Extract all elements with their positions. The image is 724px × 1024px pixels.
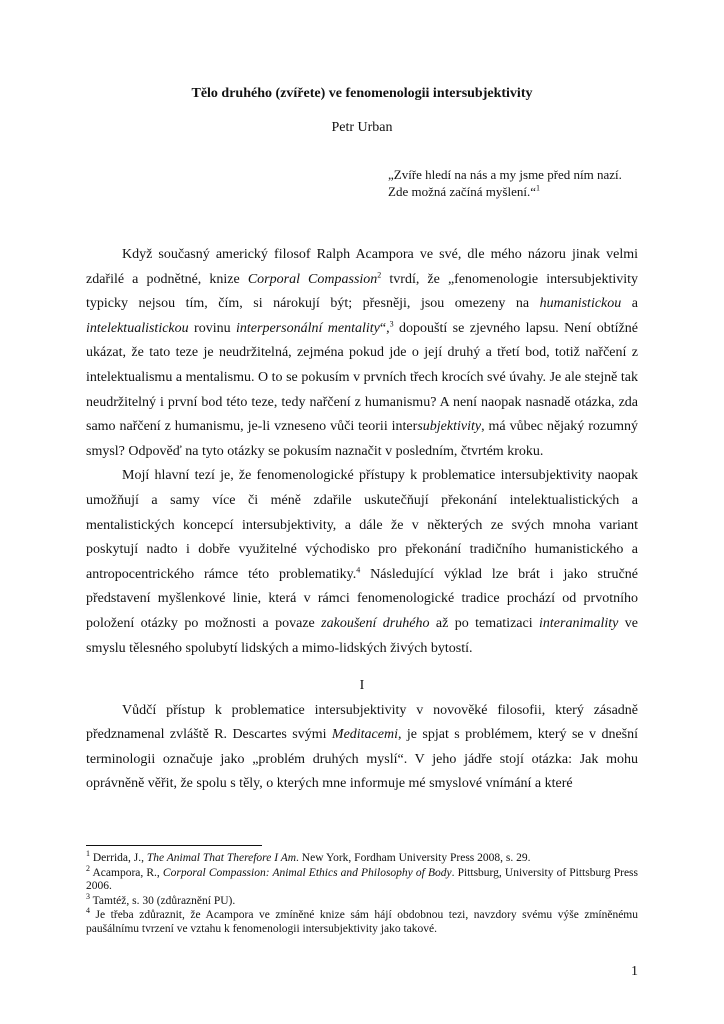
p1-emph-mentality: interpersonální mentality <box>236 320 380 336</box>
p2-text-d: až po tematizaci <box>429 615 540 631</box>
p2-text-f: ve smyslu tělesného spolubytí lidských a mimo-lidských živých bytostí. <box>86 615 638 656</box>
p1-text-g: rovinu <box>188 320 237 336</box>
footnote-4 <box>86 906 638 936</box>
p1-emph-subjectivity: subjektivity <box>417 419 482 435</box>
footnote-ref-4: 4 <box>356 565 361 575</box>
footnote-1-number: 1 <box>86 849 90 859</box>
p2-text-a: Mojí hlavní tezí je, že fenomenologické přístupy k problematice intersubjektivity naopak umožňují a samy více či méně zdařile uskutečňují překonání intelektualistických a mentalistických koncepcí intersubjektivity, a dále že v některých ze svých mnoha variant poskytují nadto i dobře využitelné východisko pro překonání tradičního humanistického a antropocentrického rámce této problematiky. <box>86 468 638 582</box>
footnote-4-number: 4 <box>86 906 90 916</box>
p1-text-e: a <box>621 296 638 312</box>
p2-emph-experience: zakoušení druhého <box>321 615 430 631</box>
page-number: 1 <box>631 964 638 979</box>
footnote-3-text: Tamtéž, s. 30 (zdůraznění PU). <box>90 894 236 907</box>
p3-text-a: Vůdčí přístup k problematice intersubjektivity v novověké filosofii, který zásadně předznamenal zvláště R. Descartes svými <box>86 702 638 743</box>
footnote-1 <box>86 849 638 866</box>
footnotes <box>86 849 638 937</box>
footnote-2-title: Corporal Compassion: Animal Ethics and Philosophy of Body <box>162 866 452 879</box>
footnote-3 <box>86 891 638 909</box>
body-text <box>86 243 638 797</box>
epigraph <box>388 166 622 200</box>
p3-emph-meditations: Meditacemi <box>331 727 398 743</box>
section-heading: I <box>359 678 365 694</box>
footnote-2-number: 2 <box>86 863 90 873</box>
p1-text-l: , má vůbec nějaký rozumný smysl? Odpověď na tyto otázky se pokusím naznačit v posledním, čtvrtém kroku. <box>86 419 638 459</box>
footnote-1-text-c: . New York, Fordham University Press 2008, s. 29. <box>296 852 531 864</box>
epigraph-line-1: „Zvíře hledí na nás a my jsme před ním nazí. <box>388 167 622 182</box>
p3-text-c: , je spjat s problémem, který se v dnešní terminologii označuje jako „problém druhých myslí“. V jeho jádře stojí otázka: Jak mohu oprávněně věřit, že spolu s těly, o kterých mne informuje mé smyslové vnímání a které <box>86 727 639 792</box>
p1-emph-humanistic: humanistickou <box>539 296 622 312</box>
epigraph-line-2 <box>388 183 622 200</box>
p1-emph-intellectualist: intelektualistickou <box>86 320 189 336</box>
footnote-ref-3: 3 <box>389 319 394 329</box>
paragraph-1 <box>86 243 638 464</box>
p1-text-j: dopouští se zjevného lapsu. Není obtížné ukázat, že tato teze je neudržitelná, zejména pokud jde o její druhý a třetí bod, totiž nařčení z intelektualismu a mentalismu. O to se pokusím v prvních třech krocích své úvahy. Je ale stejně tak neudržitelný i první bod této teze, tedy nařčení z humanismu? A není naopak nasnadě otázka, zda samo nařčení z humanismu, je-li vzneseno vůči teorii inter <box>86 320 638 435</box>
footnote-3-number: 3 <box>86 891 90 901</box>
p2-emph-interanimality: interanimality <box>539 615 619 631</box>
paragraph-3 <box>86 699 638 797</box>
author-name: Petr Urban <box>331 120 393 135</box>
footnote-2 <box>86 863 638 894</box>
document-title: Tělo druhého (zvířete) ve fenomenologii intersubjektivity <box>191 86 533 101</box>
footnote-divider <box>86 845 262 846</box>
p1-book-title: Corporal Compassion <box>247 271 378 287</box>
p2-text-b: Následující výklad lze brát i jako stručné představení myšlenkové linie, která v rámci fenomenologické tradice prochází od prvotního položení otázky po možnosti a povaze <box>86 566 638 631</box>
paragraph-2 <box>86 464 638 661</box>
footnote-2-text-c: . Pittsburg, University of Pittsburg Press 2006. <box>86 866 638 892</box>
footnote-1-title: The Animal That Therefore I Am <box>146 852 297 864</box>
p1-text-i: “, <box>379 320 390 336</box>
p1-text-c: tvrdí, že „fenomenologie intersubjektivity typicky nejsou tím, čím, si nárokují být; přesněji, jsou omezeny na <box>86 271 639 312</box>
footnote-1-text-a: Derrida, J., <box>90 852 147 864</box>
footnote-ref-1: 1 <box>536 183 540 193</box>
footnote-2-text-a: Acampora, R., <box>90 866 163 879</box>
footnote-ref-2: 2 <box>377 269 382 279</box>
p1-text-a: Když současný americký filosof Ralph Acampora ve své, dle mého názoru jinak velmi zdařilé a podnětné, knize <box>86 247 638 287</box>
footnote-4-text: Je třeba zdůraznit, že Acampora ve zmíněné knize sám hájí obdobnou tezi, navzdory svému výše zmíněnému paušálnímu tvrzení ve vztahu k fenomenologii intersubjektivity jako takové. <box>86 909 638 935</box>
epigraph-line-2-text: Zde možná začíná myšlení.“ <box>388 184 536 199</box>
